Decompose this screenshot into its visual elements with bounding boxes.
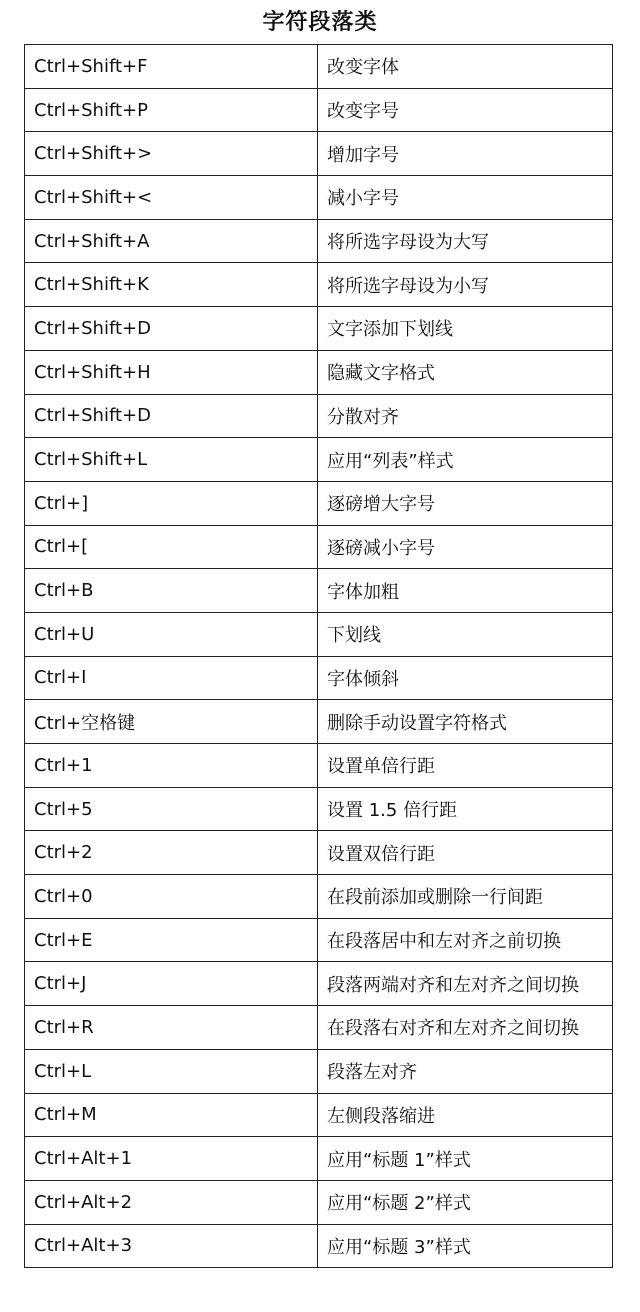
- shortcut-keys-cell: Ctrl+E: [25, 918, 318, 962]
- shortcut-keys-cell: Ctrl+1: [25, 744, 318, 788]
- shortcut-keys-cell: Ctrl+Alt+3: [25, 1224, 318, 1268]
- table-row: [25, 438, 613, 482]
- shortcut-keys-cell: Ctrl+Shift+H: [25, 350, 318, 394]
- shortcut-action-cell: 将所选字母设为大写: [318, 219, 613, 263]
- shortcut-keys-cell: Ctrl+2: [25, 831, 318, 875]
- shortcut-action-cell: 设置单倍行距: [318, 744, 613, 788]
- shortcut-keys-cell: Ctrl+空格键: [25, 700, 318, 744]
- shortcut-action-cell: 逐磅增大字号: [318, 481, 613, 525]
- table-row: [25, 132, 613, 176]
- shortcut-keys-cell: Ctrl+Shift+>: [25, 132, 318, 176]
- shortcut-action-cell: 应用“列表”样式: [318, 438, 613, 482]
- shortcut-action-cell: 段落两端对齐和左对齐之间切换: [318, 962, 613, 1006]
- shortcut-action-cell: 分散对齐: [318, 394, 613, 438]
- shortcut-action-cell: 字体加粗: [318, 569, 613, 613]
- shortcut-action-cell: 段落左对齐: [318, 1049, 613, 1093]
- table-row: [25, 1049, 613, 1093]
- shortcut-action-cell: 字体倾斜: [318, 656, 613, 700]
- shortcut-action-cell: 在段落右对齐和左对齐之间切换: [318, 1006, 613, 1050]
- table-row: [25, 219, 613, 263]
- shortcut-keys-cell: Ctrl+I: [25, 656, 318, 700]
- table-row: [25, 962, 613, 1006]
- shortcut-action-cell: 应用“标题 1”样式: [318, 1137, 613, 1181]
- table-row: [25, 1224, 613, 1268]
- table-row: [25, 569, 613, 613]
- table-row: [25, 263, 613, 307]
- table-row: [25, 1006, 613, 1050]
- table-row: [25, 1093, 613, 1137]
- shortcut-keys-cell: Ctrl+Shift+<: [25, 176, 318, 220]
- shortcut-keys-cell: Ctrl+Alt+2: [25, 1180, 318, 1224]
- shortcut-keys-cell: Ctrl+Alt+1: [25, 1137, 318, 1181]
- shortcut-keys-cell: Ctrl+Shift+A: [25, 219, 318, 263]
- shortcut-action-cell: 删除手动设置字符格式: [318, 700, 613, 744]
- shortcut-action-cell: 隐藏文字格式: [318, 350, 613, 394]
- shortcut-keys-cell: Ctrl+M: [25, 1093, 318, 1137]
- shortcut-action-cell: 增加字号: [318, 132, 613, 176]
- table-row: [25, 1180, 613, 1224]
- shortcut-action-cell: 设置双倍行距: [318, 831, 613, 875]
- table-row: [25, 1137, 613, 1181]
- table-row: [25, 700, 613, 744]
- shortcut-keys-cell: Ctrl+Shift+F: [25, 45, 318, 89]
- table-row: [25, 350, 613, 394]
- table-row: [25, 525, 613, 569]
- page-title: 字符段落类: [262, 10, 378, 35]
- table-row: [25, 918, 613, 962]
- table-row: [25, 176, 613, 220]
- shortcut-keys-cell: Ctrl+Shift+D: [25, 307, 318, 351]
- shortcut-keys-cell: Ctrl+0: [25, 875, 318, 919]
- table-row: [25, 612, 613, 656]
- shortcut-keys-cell: Ctrl+L: [25, 1049, 318, 1093]
- shortcut-keys-cell: Ctrl+U: [25, 612, 318, 656]
- table-row: [25, 88, 613, 132]
- shortcut-action-cell: 改变字号: [318, 88, 613, 132]
- shortcut-keys-cell: Ctrl+]: [25, 481, 318, 525]
- shortcut-keys-cell: Ctrl+R: [25, 1006, 318, 1050]
- shortcut-action-cell: 改变字体: [318, 45, 613, 89]
- shortcut-action-cell: 左侧段落缩进: [318, 1093, 613, 1137]
- table-row: [25, 307, 613, 351]
- shortcut-table: [24, 44, 613, 1268]
- table-row: [25, 787, 613, 831]
- shortcut-keys-cell: Ctrl+B: [25, 569, 318, 613]
- shortcut-action-cell: 将所选字母设为小写: [318, 263, 613, 307]
- shortcut-action-cell: 减小字号: [318, 176, 613, 220]
- shortcut-action-cell: 在段落居中和左对齐之前切换: [318, 918, 613, 962]
- table-row: [25, 744, 613, 788]
- table-row: [25, 481, 613, 525]
- shortcut-action-cell: 下划线: [318, 612, 613, 656]
- table-row: [25, 45, 613, 89]
- shortcut-action-cell: 设置 1.5 倍行距: [318, 787, 613, 831]
- shortcut-keys-cell: Ctrl+Shift+L: [25, 438, 318, 482]
- shortcut-action-cell: 应用“标题 3”样式: [318, 1224, 613, 1268]
- shortcut-keys-cell: Ctrl+[: [25, 525, 318, 569]
- shortcut-action-cell: 应用“标题 2”样式: [318, 1180, 613, 1224]
- shortcut-keys-cell: Ctrl+Shift+K: [25, 263, 318, 307]
- shortcut-keys-cell: Ctrl+Shift+D: [25, 394, 318, 438]
- table-row: [25, 875, 613, 919]
- shortcut-action-cell: 在段前添加或删除一行间距: [318, 875, 613, 919]
- shortcut-action-cell: 逐磅减小字号: [318, 525, 613, 569]
- shortcut-table-body: [25, 45, 613, 1268]
- table-row: [25, 831, 613, 875]
- shortcut-keys-cell: Ctrl+Shift+P: [25, 88, 318, 132]
- shortcut-keys-cell: Ctrl+J: [25, 962, 318, 1006]
- shortcut-action-cell: 文字添加下划线: [318, 307, 613, 351]
- table-row: [25, 394, 613, 438]
- shortcut-keys-cell: Ctrl+5: [25, 787, 318, 831]
- table-row: [25, 656, 613, 700]
